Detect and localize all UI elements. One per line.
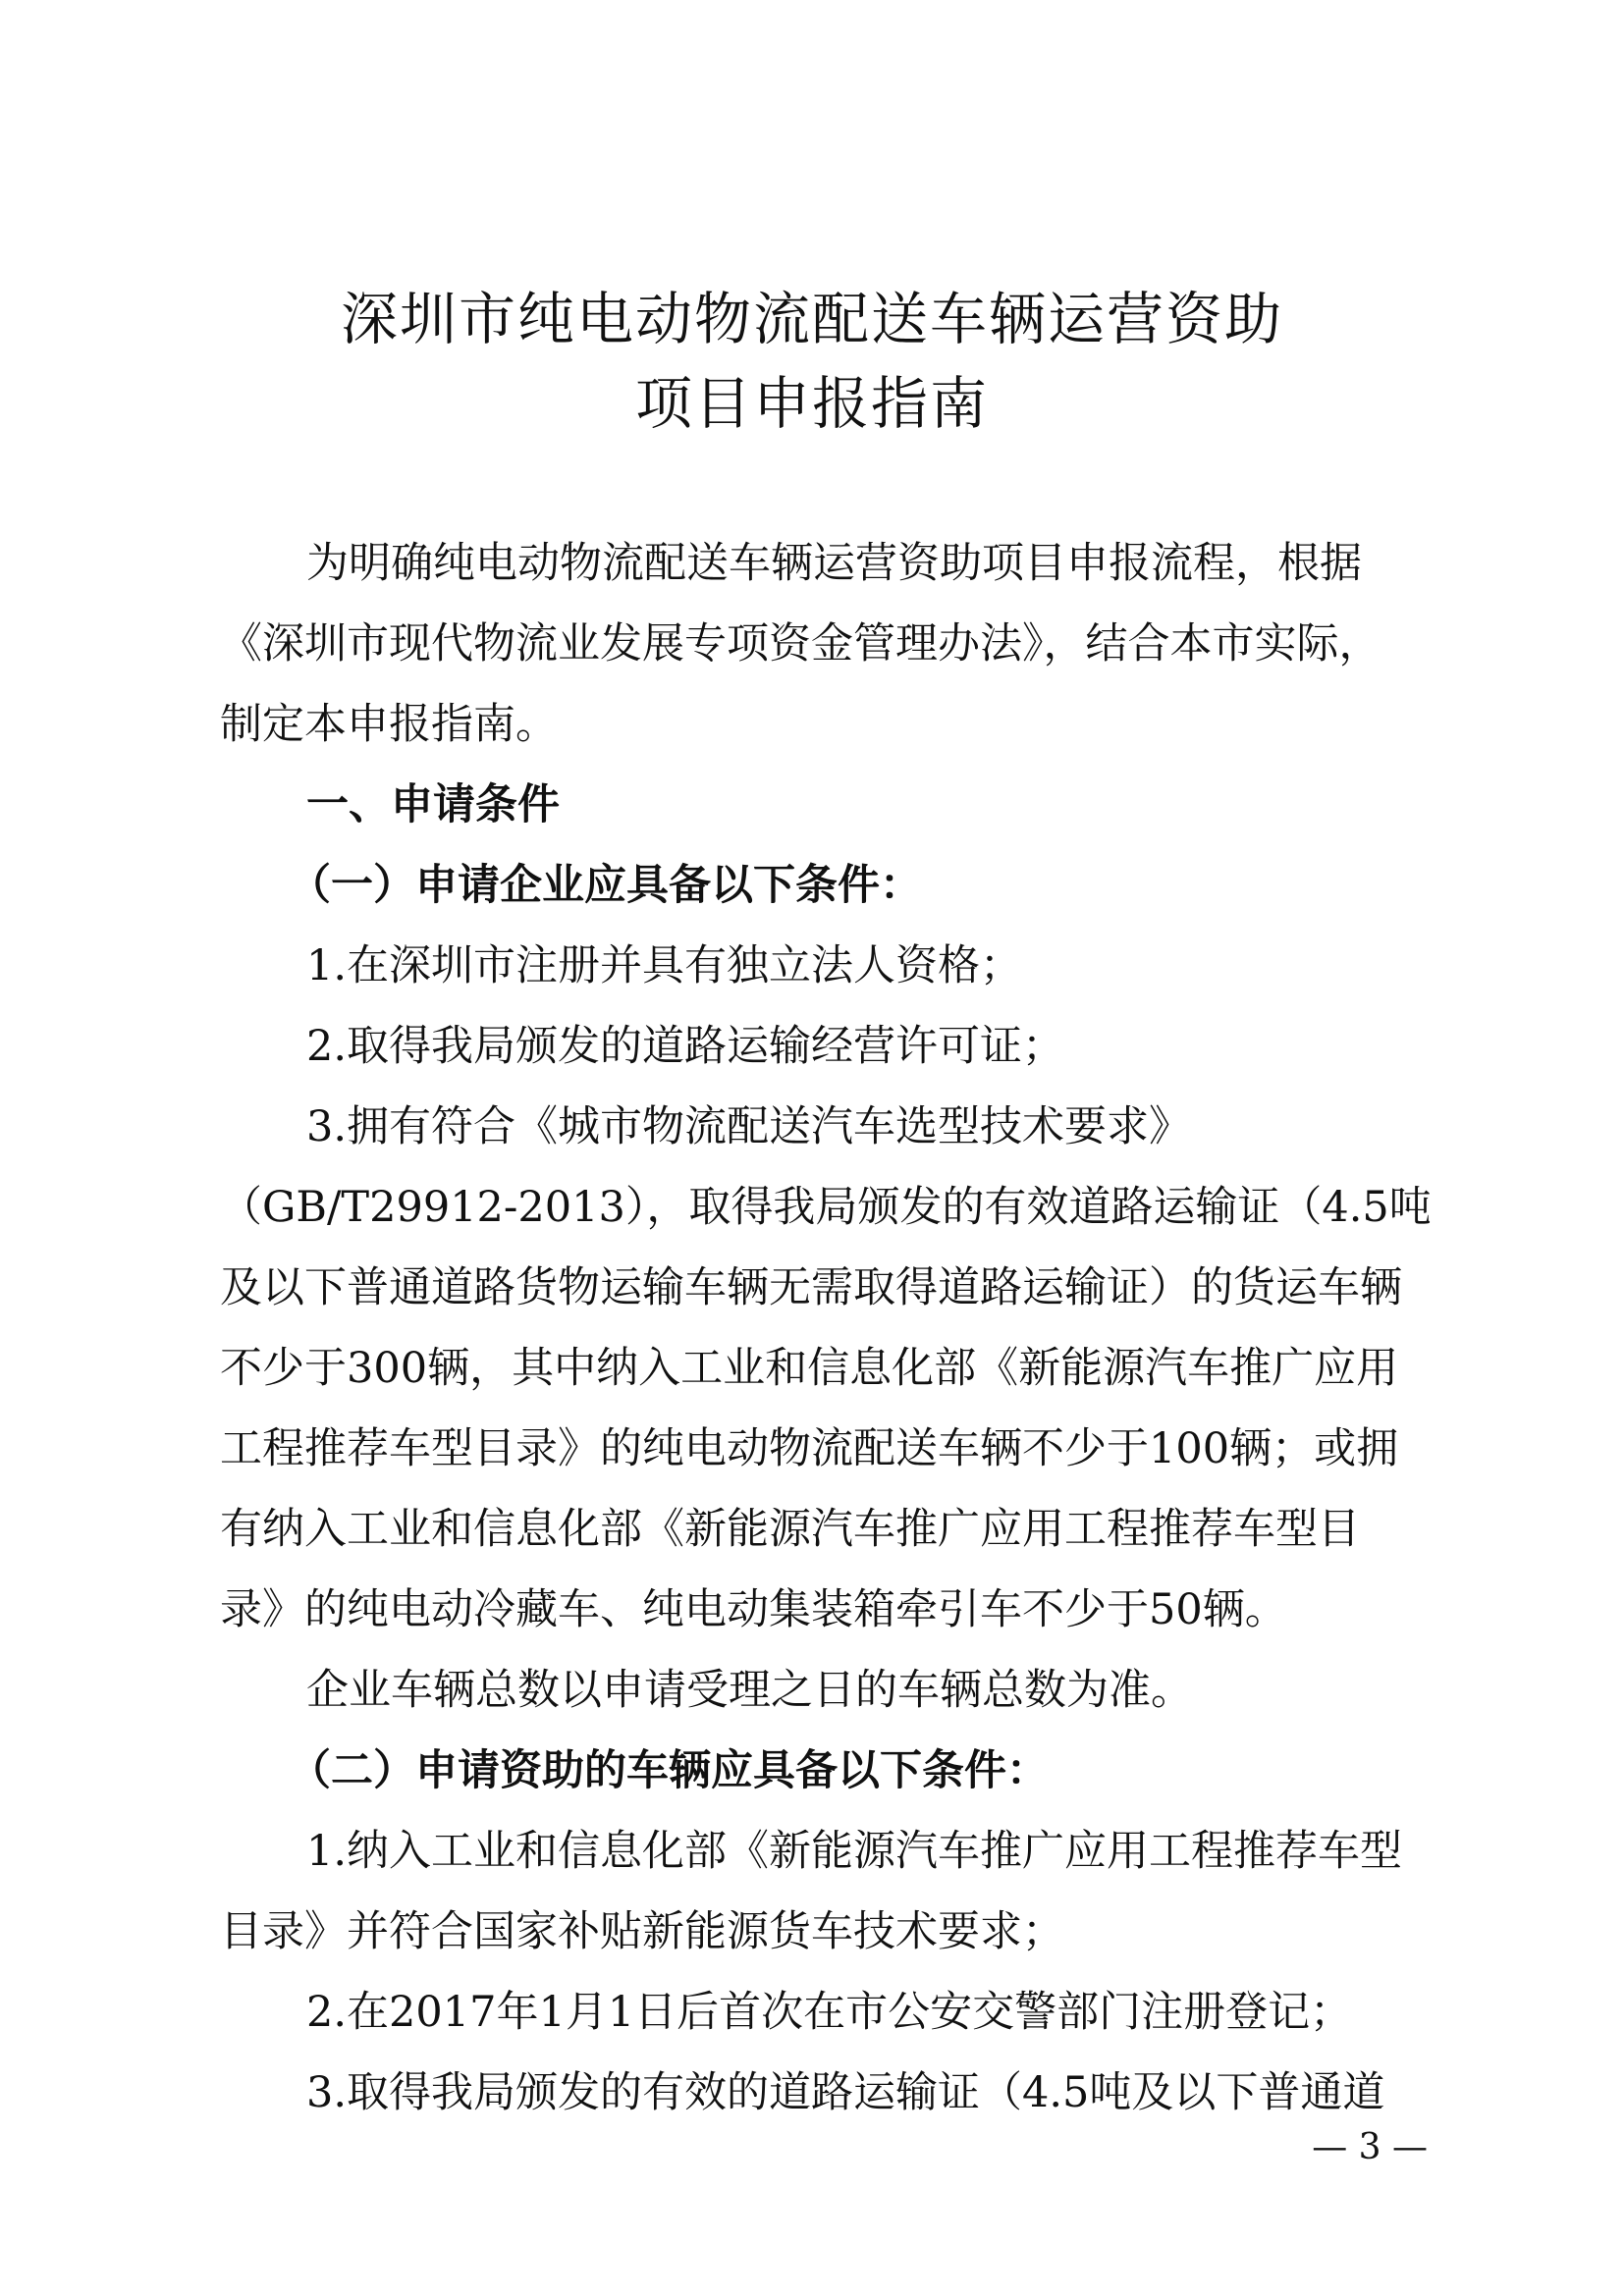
enterprise-condition-2: 2.取得我局颁发的道路运输经营许可证； [306, 1022, 1065, 1071]
vehicle-total-note: 企业车辆总数以申请受理之日的车辆总数为准。 [306, 1666, 1193, 1715]
page-number: — 3 — [1312, 2127, 1428, 2167]
enterprise-condition-3-line-1: 3.拥有符合《城市物流配送汽车选型技术要求》 [306, 1102, 1192, 1151]
vehicle-condition-2: 2.在2017年1月1日后首次在市公安交警部门注册登记； [306, 1988, 1353, 2037]
vehicle-condition-1-line-1: 1.纳入工业和信息化部《新能源汽车推广应用工程推荐车型 [306, 1827, 1403, 1876]
document-title [0, 277, 1624, 446]
document-body [220, 523, 1432, 2133]
enterprise-condition-3-line-4: 不少于300辆，其中纳入工业和信息化部《新能源汽车推广应用 [220, 1344, 1399, 1393]
enterprise-condition-3-line-5: 工程推荐车型目录》的纯电动物流配送车辆不少于100辆；或拥 [220, 1424, 1399, 1473]
section-heading-conditions: 一、申请条件 [306, 780, 560, 829]
intro-line-3: 制定本申报指南。 [220, 700, 558, 749]
enterprise-condition-3-line-3: 及以下普通道路货物运输车辆无需取得道路运输证）的货运车辆 [220, 1263, 1402, 1312]
vehicle-condition-3: 3.取得我局颁发的有效的道路运输证（4.5吨及以下普通道 [306, 2068, 1385, 2117]
subsection-heading-vehicles: （二）申请资助的车辆应具备以下条件： [289, 1746, 1049, 1795]
enterprise-condition-1: 1.在深圳市注册并具有独立法人资格； [306, 941, 1023, 990]
enterprise-condition-3-line-2: （GB/T29912-2013），取得我局颁发的有效道路运输证（4.5吨 [220, 1183, 1432, 1232]
intro-line-2: 《深圳市现代物流业发展专项资金管理办法》，结合本市实际， [220, 619, 1381, 668]
vehicle-condition-1-line-2: 目录》并符合国家补贴新能源货车技术要求； [220, 1907, 1064, 1956]
intro-line-1: 为明确纯电动物流配送车辆运营资助项目申报流程，根据 [306, 539, 1362, 588]
title-line-2: 项目申报指南 [634, 370, 989, 437]
title-line-1: 深圳市纯电动物流配送车辆运营资助 [340, 286, 1283, 352]
enterprise-condition-3-line-7: 录》的纯电动冷藏车、纯电动集装箱牵引车不少于50辆。 [220, 1585, 1287, 1634]
subsection-heading-enterprise: （一）申请企业应具备以下条件： [289, 861, 922, 910]
enterprise-condition-3-line-6: 有纳入工业和信息化部《新能源汽车推广应用工程推荐车型目 [220, 1505, 1360, 1554]
